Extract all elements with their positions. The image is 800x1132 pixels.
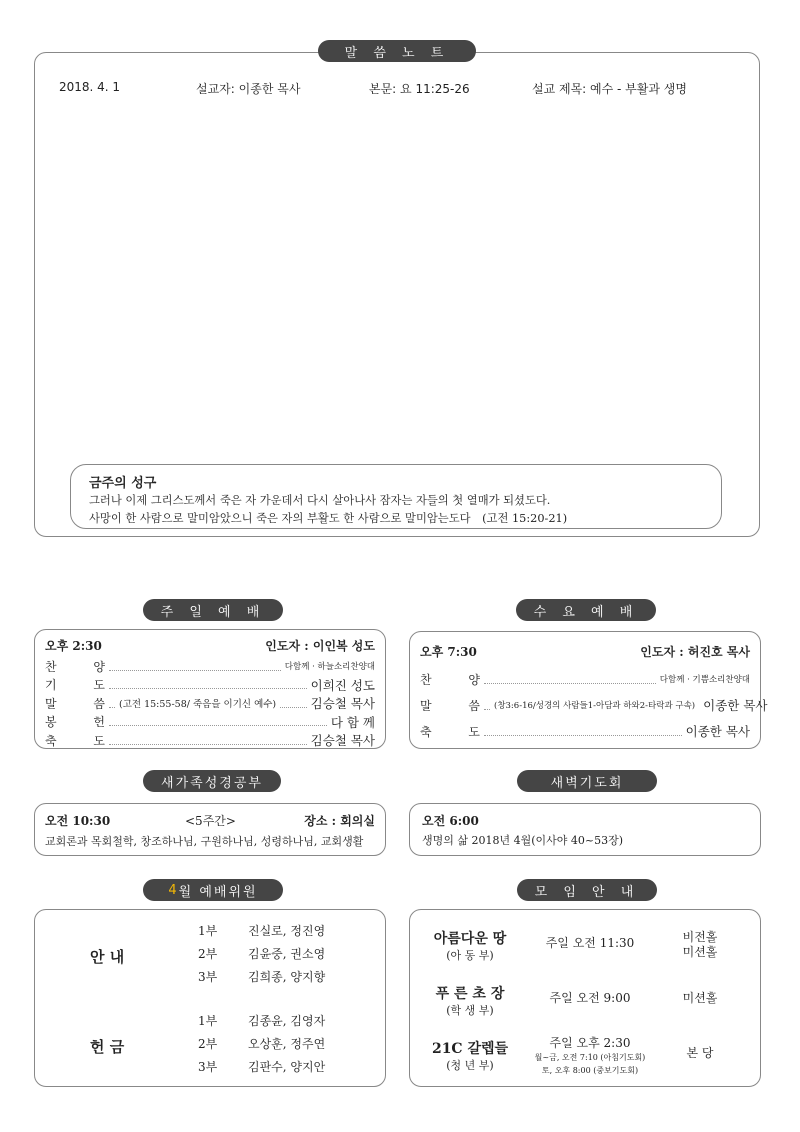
program-item-label (45, 695, 105, 712)
label-char: 봉 (45, 715, 57, 729)
committee-part: 1부 (198, 924, 218, 938)
label-char: 헌 (93, 715, 105, 729)
committee-names: 김종윤, 김영자 (248, 1014, 326, 1028)
program-item-value: 이희진 성도 (310, 677, 375, 693)
meeting-time: 주일 오후 2:30 (549, 1036, 631, 1050)
program-item-value: 이종한 목사 (685, 724, 750, 739)
program-item-detail: (고전 15:55-58/ 죽음을 이기신 예수) (119, 699, 277, 710)
committee-group-label: 안 내 (90, 948, 125, 966)
study-topics: 교회론과 목회철학, 창조하나님, 구원하나님, 성령하나님, 교회생활 (45, 835, 364, 848)
sunday-program-row (45, 657, 375, 675)
label-char: 축 (420, 724, 432, 739)
meeting-name: 아름다운 땅 (433, 931, 507, 947)
sunday-time: 오후 2:30 (45, 639, 102, 653)
program-item-label (45, 732, 105, 749)
meetings-box (409, 909, 761, 1087)
meeting-name: 21C 갈렙들 (431, 1041, 509, 1057)
label-char: 도 (93, 733, 105, 748)
sermon-note-title: 말 씀 노 트 (318, 40, 476, 62)
sunday-worship-title: 주 일 예 배 (143, 599, 283, 621)
committee-month: 4 (168, 882, 179, 898)
committee-names: 오상훈, 정주연 (248, 1037, 326, 1051)
weekly-verse-line1: 그러나 이제 그리스도께서 죽은 자 가운데서 다시 살아나사 잠자는 자들의 첫 열매가 되셨도다. (89, 494, 551, 507)
dawn-prayer-box (409, 803, 761, 856)
meeting-name: 푸 른 초 장 (435, 986, 505, 1002)
weekly-verse-box (70, 464, 722, 529)
committee-title-text: 월 예배위원 (178, 884, 258, 900)
label-char: 도 (468, 724, 480, 739)
program-item-value: 이종한 목사 (703, 698, 768, 713)
worship-committee-box (34, 909, 386, 1087)
label-char: 찬 (420, 672, 432, 687)
wednesday-time: 오후 7:30 (420, 645, 477, 659)
meeting-place: 미션홀 (682, 991, 718, 1005)
sermon-preacher: 설교자: 이종한 목사 (196, 82, 301, 96)
new-family-study-title: 새가족성경공부 (143, 770, 281, 792)
meeting-extra-time: 월~금, 오전 7:10 (아침기도회) (534, 1053, 646, 1062)
dot-leader (109, 699, 115, 708)
sunday-program-row (45, 676, 375, 694)
wednesday-leader: 인도자 : 허진호 목사 (640, 645, 750, 659)
program-item-label (45, 713, 105, 730)
committee-part: 3부 (198, 970, 218, 984)
dawn-desc: 생명의 삶 2018년 4월(이사야 40~53장) (422, 834, 624, 847)
new-family-study-box (34, 803, 386, 856)
program-item-value: 다함께 · 기쁨소리찬양대 (659, 675, 750, 685)
meeting-department: (청 년 부) (446, 1059, 494, 1072)
meeting-place: 미션홀 (682, 945, 718, 959)
label-char: 양 (468, 672, 480, 687)
program-item-value: 김승철 목사 (310, 733, 375, 748)
dot-leader (484, 701, 490, 710)
sermon-date: 2018. 4. 1 (59, 80, 121, 94)
label-char: 기 (45, 678, 57, 692)
meeting-extra-time: 토, 오후 8:00 (중보기도회) (541, 1066, 639, 1075)
committee-names: 김희종, 양지향 (248, 970, 326, 984)
label-char: 말 (45, 696, 57, 711)
label-char: 찬 (45, 659, 57, 674)
committee-names: 진실로, 정진영 (248, 924, 326, 938)
wednesday-program-row (420, 670, 750, 688)
committee-part: 1부 (198, 1014, 218, 1028)
sermon-title: 설교 제목: 예수 - 부활과 생명 (532, 82, 687, 96)
wednesday-program-row (420, 696, 768, 714)
meeting-department: (학 생 부) (446, 1004, 494, 1017)
label-char: 씀 (93, 696, 105, 711)
study-time: 오전 10:30 (45, 814, 111, 828)
label-char: 축 (45, 733, 57, 748)
program-item-value: 다 함 께 (330, 714, 375, 730)
study-weeks: <5주간> (185, 814, 236, 828)
wednesday-worship-title: 수 요 예 배 (516, 599, 656, 621)
weekly-verse-ref: (고전 15:20-21) (482, 512, 568, 525)
program-item-value: 김승철 목사 (310, 696, 375, 711)
weekly-verse-line2: 사망이 한 사람으로 말미암았으니 죽은 자의 부활도 한 사람으로 말미암는도다 (89, 512, 471, 525)
program-item-label (420, 671, 480, 688)
sunday-program-row (45, 713, 375, 731)
meeting-place: 본 당 (686, 1046, 714, 1060)
label-char: 양 (93, 659, 105, 674)
committee-part: 3부 (198, 1060, 218, 1074)
meetings-title: 모 임 안 내 (517, 879, 657, 901)
sunday-program-row (45, 694, 375, 712)
study-place: 장소 : 회의실 (304, 814, 375, 828)
program-item-label (45, 676, 105, 693)
committee-names: 김판수, 양지안 (248, 1060, 326, 1074)
sunday-leader: 인도자 : 이인복 성도 (265, 639, 375, 653)
dot-leader (280, 699, 307, 708)
dawn-time: 오전 6:00 (422, 814, 479, 828)
meeting-place: 비전홀 (682, 930, 718, 944)
program-item-label (420, 723, 480, 740)
program-item-label (45, 658, 105, 675)
meeting-department: (아 동 부) (446, 949, 494, 962)
sermon-scripture: 본문: 요 11:25-26 (369, 82, 470, 96)
worship-committee-title (143, 879, 283, 901)
meeting-time: 주일 오전 11:30 (545, 936, 635, 950)
dot-leader (109, 717, 327, 726)
dot-leader (484, 675, 656, 684)
meeting-time: 주일 오전 9:00 (549, 991, 631, 1005)
weekly-verse-title: 금주의 성구 (89, 476, 157, 491)
label-char: 말 (420, 698, 432, 713)
dawn-prayer-title: 새벽기도회 (517, 770, 657, 792)
dot-leader (109, 736, 307, 745)
label-char: 도 (93, 678, 105, 692)
program-item-value: 다함께 · 하늘소리찬양대 (284, 662, 375, 672)
label-char: 씀 (468, 698, 480, 713)
program-item-label (420, 697, 480, 714)
dot-leader (109, 680, 307, 689)
wednesday-program-row (420, 722, 750, 740)
committee-part: 2부 (198, 947, 218, 961)
wednesday-worship-box (409, 631, 768, 749)
dot-leader (109, 662, 281, 671)
dot-leader (484, 727, 682, 736)
sunday-worship-box (34, 629, 386, 749)
committee-group-label: 헌 금 (90, 1038, 125, 1056)
committee-names: 김윤중, 권소영 (248, 947, 326, 961)
committee-part: 2부 (198, 1037, 218, 1051)
program-item-detail: (창3:6-16/성경의 사람들1-아담과 하와2-타락과 구속) (494, 701, 696, 711)
sunday-program-row (45, 731, 375, 749)
sermon-note-box (34, 52, 760, 537)
